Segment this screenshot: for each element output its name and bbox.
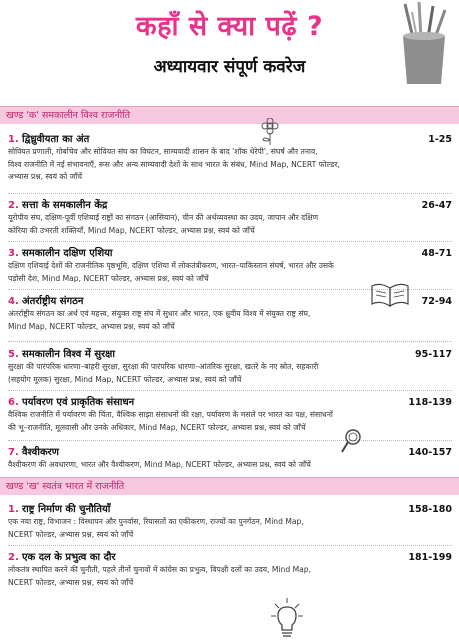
chapter-number: 3. (8, 248, 19, 259)
chapter-entry[interactable] (8, 346, 452, 386)
entry-divider (8, 193, 452, 194)
chapter-entry[interactable] (8, 131, 452, 184)
chapter-pages: 158-180 (408, 504, 452, 515)
chapter-pages: 140-157 (408, 447, 452, 458)
lightbulb-icon (270, 596, 304, 638)
chapter-topics: लोकतंत्र स्थापित करने की चुनौती, पहले तीनों चुनावों में कांग्रेस का प्रभुत्व, विपक्षी दलों का उदय, Mind Map, NCERT फोल्डर, अभ्यास प्रश्न, स्वयं को जाँचें (8, 565, 312, 587)
chapter-topics: अंतर्राष्ट्रीय संगठन का अर्थ एवं महत्त्व, संयुक्त राष्ट्र संघ में सुधार और भारत, एक ध्रुवीय विश्व में संयुक्त राष्ट्र संघ, Mind Map, NCERT फोल्डर, अभ्यास प्रश्न, स्वयं को जाँचें (8, 309, 311, 331)
chapter-entry[interactable] (8, 394, 452, 434)
chapter-number: 7. (8, 447, 19, 458)
chapter-title: सत्ता के समकालीन केंद्र (22, 200, 108, 211)
entry-divider (8, 341, 452, 342)
chapter-entry[interactable] (8, 197, 452, 237)
chapter-pages: 118-139 (408, 397, 452, 408)
chapter-entry[interactable] (8, 245, 452, 285)
chapter-title: एक दल के प्रभुत्व का दौर (22, 552, 116, 563)
page-subtitle: अध्यायवार संपूर्ण कवरेज (153, 57, 306, 77)
chapter-entry[interactable] (8, 444, 452, 472)
chapter-entry[interactable] (8, 549, 452, 589)
chapter-number: 6. (8, 397, 19, 408)
section-heading-b: खण्ड 'ख' स्वतंत्र भारत में राजनीति (0, 478, 459, 495)
chapter-number: 2. (8, 552, 19, 563)
chapter-topics: सोवियत प्रणाली, गोर्बाचेव और सोवियत संघ का विघटन, साम्यवादी शासन के बाद 'शॉक थेरेपी', संघर्ष और तनाव, विश्व राजनीति में नई संभावनाएँ, रूस और अन्य साम्यवादी देशों के साथ भारत के संबंध, Mind Map, NCERT फोल्डर, अभ्यास प्रश्न, स्वयं को जाँचें (8, 147, 340, 182)
section-heading-a: खण्ड 'क' समकालीन विश्व राजनीति (0, 107, 459, 124)
pencil-cup-icon (395, 0, 453, 86)
entry-divider (8, 241, 452, 242)
chapter-title: राष्ट्र निर्माण की चुनौतियाँ (22, 504, 111, 515)
chapter-title: द्विध्रुवीयता का अंत (22, 134, 90, 145)
chapter-entry[interactable] (8, 293, 452, 333)
chapter-pages: 48-71 (421, 248, 452, 259)
chapter-number: 1. (8, 504, 19, 515)
chapter-pages: 95-117 (415, 349, 452, 360)
entry-divider (8, 545, 452, 546)
chapter-title: पर्यावरण एवं प्राकृतिक संसाधन (22, 397, 135, 408)
chapter-topics: वैश्विक राजनीति में पर्यावरण की चिंता, वैश्विक साझा संसाधनों की रक्षा, पर्यावरण के मसले पर भारत का पक्ष, संसाधनों की भू–राजनीति, मूलवासी और उनके अधिकार, Mind Map, NCERT फोल्डर, अभ्यास प्रश्न, स्वयं को जाँचें (8, 410, 333, 432)
chapter-number: 2. (8, 200, 19, 211)
chapter-topics: दक्षिण एशियाई देशों की राजनीतिक पृष्ठभूमि, दक्षिण एशिया में लोकतंत्रीकरण, भारत–पाकिस्तान संघर्ष, भारत और उसके पड़ोसी देश, Mind Map, NCERT फोल्डर, अभ्यास प्रश्न, स्वयं को जाँचें (8, 261, 334, 283)
chapter-pages: 72-94 (421, 296, 452, 307)
entry-divider (8, 440, 452, 441)
chapter-entry[interactable] (8, 501, 452, 541)
chapter-topics: सुरक्षा की पारंपरिक धारणा–बाहरी सुरक्षा, सुरक्षा की पारंपरिक धारणा–आंतरिक सुरक्षा, खतरे के नए स्रोत, सहकारी (सहयोग मूलक) सुरक्षा, Mind Map, NCERT फोल्डर, अभ्यास प्रश्न, स्वयं को जाँचें (8, 362, 319, 384)
entry-divider (8, 390, 452, 391)
chapter-title: समकालीन दक्षिण एशिया (22, 248, 113, 259)
chapter-number: 4. (8, 296, 19, 307)
chapter-pages: 1-25 (428, 134, 452, 145)
chapter-pages: 181-199 (408, 552, 452, 563)
chapter-topics: एक नया राष्ट्र, विभाजन : विस्थापन और पुनर्वास, रियासतों का एकीकरण, राज्यों का पुनर्गठन, Mind Map, NCERT फोल्डर, अभ्यास प्रश्न, स्वयं को जाँचें (8, 517, 304, 539)
page-title: कहाँ से क्या पढ़ें ? (135, 11, 324, 42)
chapter-topics: यूरोपीय संघ, दक्षिण-पूर्वी एशियाई राष्ट्रों का संगठन (आसियान), चीन की अर्थव्यवस्था का उदय, जापान और दक्षिण कोरिया की उभरती शक्तियाँ, Mind Map, NCERT फोल्डर, अभ्यास प्रश्न, स्वयं को जाँचें (8, 213, 319, 235)
chapter-title: समकालीन विश्व में सुरक्षा (22, 349, 115, 360)
chapter-title: अंतर्राष्ट्रीय संगठन (22, 296, 84, 307)
chapter-number: 1. (8, 134, 19, 145)
chapter-topics: वैश्वीकरण की अवधारणा, भारत और वैश्वीकरण, Mind Map, NCERT फोल्डर, अभ्यास प्रश्न, स्वयं को जाँचें (8, 460, 311, 469)
chapter-number: 5. (8, 349, 19, 360)
chapter-title: वैश्वीकरण (22, 447, 59, 458)
chapter-pages: 26-47 (421, 200, 452, 211)
